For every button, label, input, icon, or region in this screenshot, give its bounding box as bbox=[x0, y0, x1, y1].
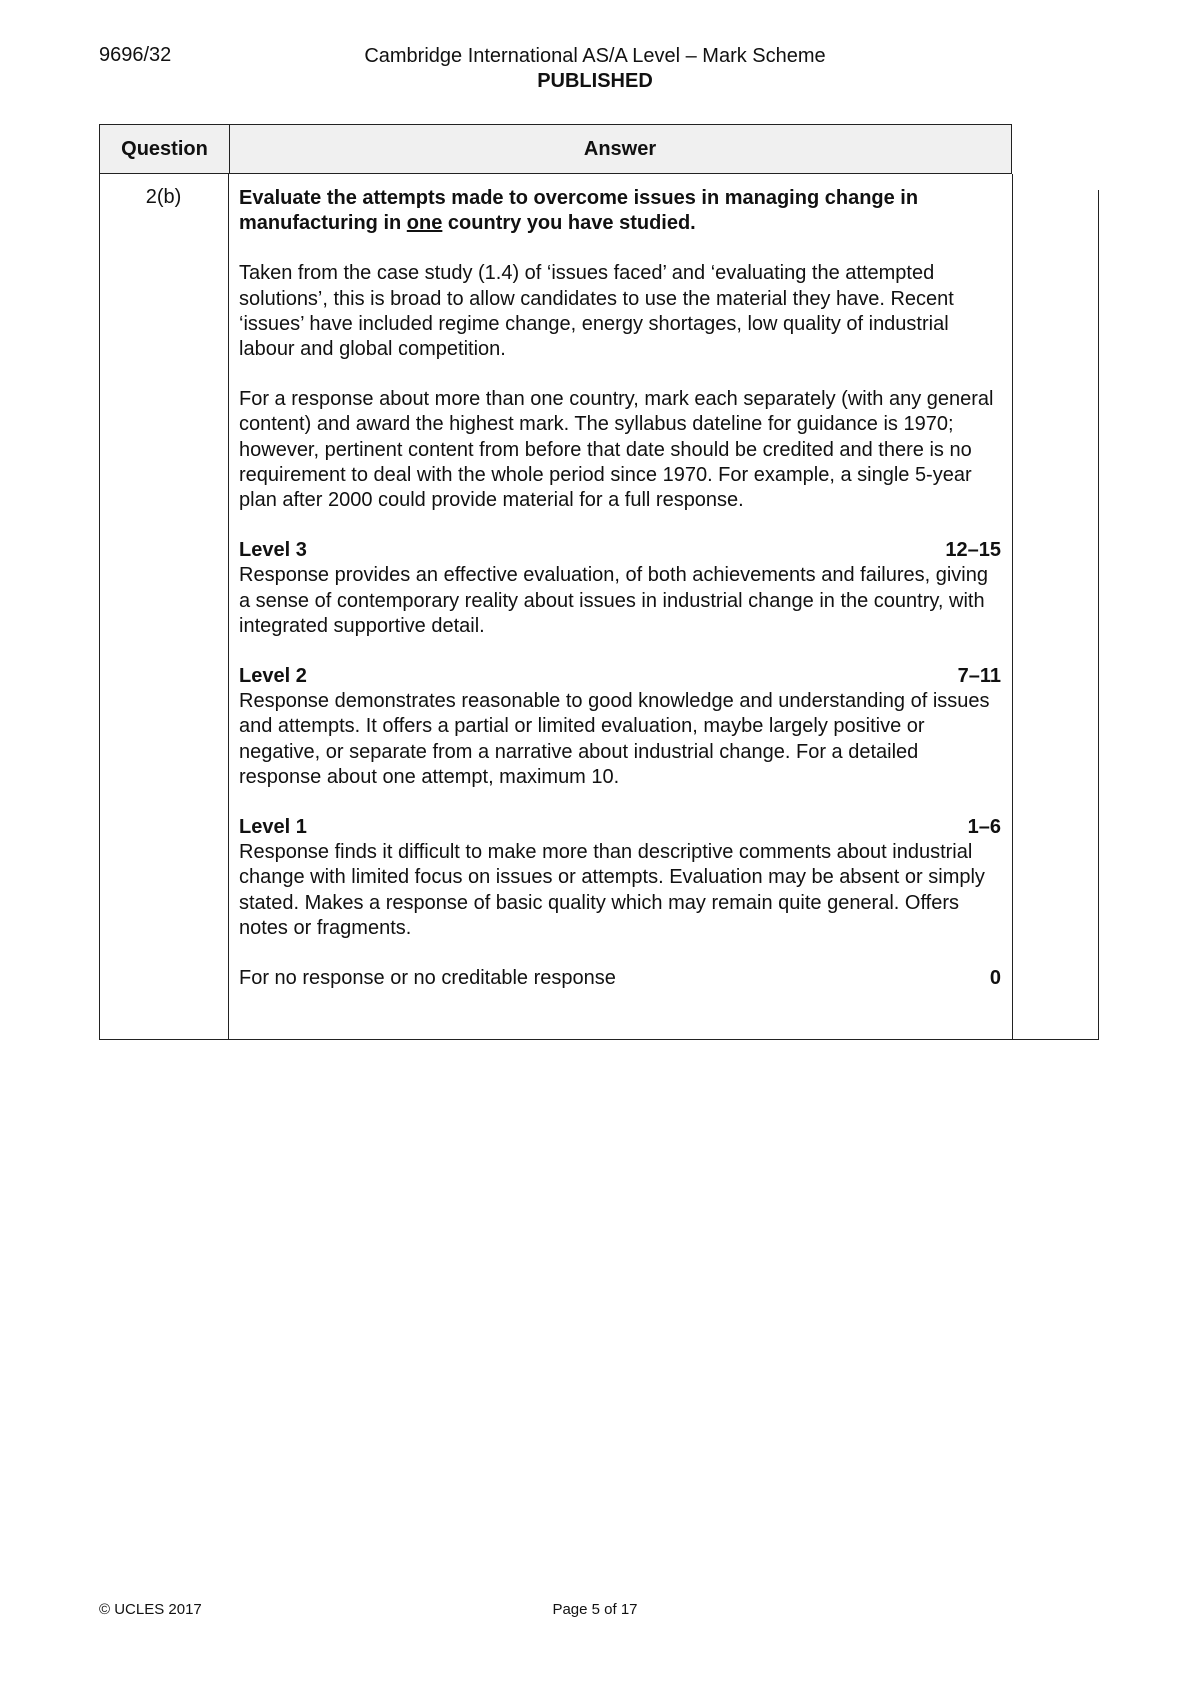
row-bottom-border bbox=[99, 1039, 1099, 1040]
underlined-word: one bbox=[406, 212, 443, 235]
mark-scheme-table bbox=[99, 124, 1099, 1040]
column-header-answer: Answer bbox=[583, 138, 657, 160]
level-name: Level 1 bbox=[239, 816, 307, 839]
no-response-text: For no response or no creditable response bbox=[239, 967, 616, 990]
cell-divider bbox=[228, 174, 229, 1040]
answer-cell bbox=[239, 186, 1001, 991]
cell-divider bbox=[99, 174, 100, 1040]
guidance-paragraph-1: Taken from the case study (1.4) of ‘issues faced’ and ‘evaluating the attempted solutions’, this is broad to allow candidates to use the material they have. Recent ‘issues’ have included regime change, energy shortages, low quality of industrial labour and global competition. bbox=[239, 262, 954, 361]
header-code: 9696/32 bbox=[99, 44, 172, 66]
level-marks: 7–11 bbox=[957, 665, 1001, 688]
level-name: Level 2 bbox=[239, 665, 307, 688]
level-block-3 bbox=[239, 538, 1001, 639]
level-block-1 bbox=[239, 815, 1001, 941]
column-header-question: Question bbox=[100, 125, 230, 173]
cell-divider bbox=[1012, 174, 1013, 1040]
level-heading bbox=[239, 538, 1001, 563]
header-status: PUBLISHED bbox=[537, 70, 653, 92]
level-name: Level 3 bbox=[239, 539, 307, 562]
footer-page-number: Page 5 of 17 bbox=[552, 1601, 638, 1618]
header-title-block bbox=[0, 44, 1190, 94]
level-descriptor: Response provides an effective evaluation, of both achievements and failures, giving a sense of contemporary reality about issues in industrial change in the country, with integrated supportive detail. bbox=[239, 564, 988, 637]
question-text: Evaluate the attempts made to overcome issues in managing change in manufacturing in one country you have studied. bbox=[239, 187, 919, 235]
level-descriptor: Response demonstrates reasonable to good knowledge and understanding of issues and attempts. It offers a partial or limited evaluation, maybe largely positive or negative, or separate from a narrative about industrial change. For a detailed response about one attempt, maximum 10. bbox=[239, 690, 990, 788]
no-response-mark: 0 bbox=[989, 967, 1001, 990]
guidance-paragraph-2: For a response about more than one country, mark each separately (with any general content) and award the highest mark. The syllabus dateline for guidance is 1970; however, pertinent content from before that date should be credited and there is no requirement to deal with the whole period since 1970. For example, a single 5-year plan after 2000 could provide material for a full response. bbox=[239, 388, 994, 512]
level-heading bbox=[239, 815, 1001, 840]
level-heading bbox=[239, 664, 1001, 689]
table-header-row bbox=[99, 124, 1012, 174]
level-marks: 12–15 bbox=[945, 539, 1001, 562]
footer-copyright: © UCLES 2017 bbox=[99, 1601, 202, 1618]
no-response-line bbox=[239, 966, 1001, 991]
cell-divider bbox=[1098, 190, 1099, 1040]
header-title: Cambridge International AS/A Level – Mark Scheme bbox=[364, 45, 826, 67]
level-block-2 bbox=[239, 664, 1001, 790]
level-descriptor: Response finds it difficult to make more than descriptive comments about industrial change with limited focus on issues or attempts. Evaluation may be absent or simply stated. Makes a response of basic quality which may remain quite general. Offers notes or fragments. bbox=[239, 841, 985, 939]
table-row bbox=[99, 174, 1099, 1040]
question-number: 2(b) bbox=[145, 186, 182, 208]
level-marks: 1–6 bbox=[967, 816, 1001, 839]
